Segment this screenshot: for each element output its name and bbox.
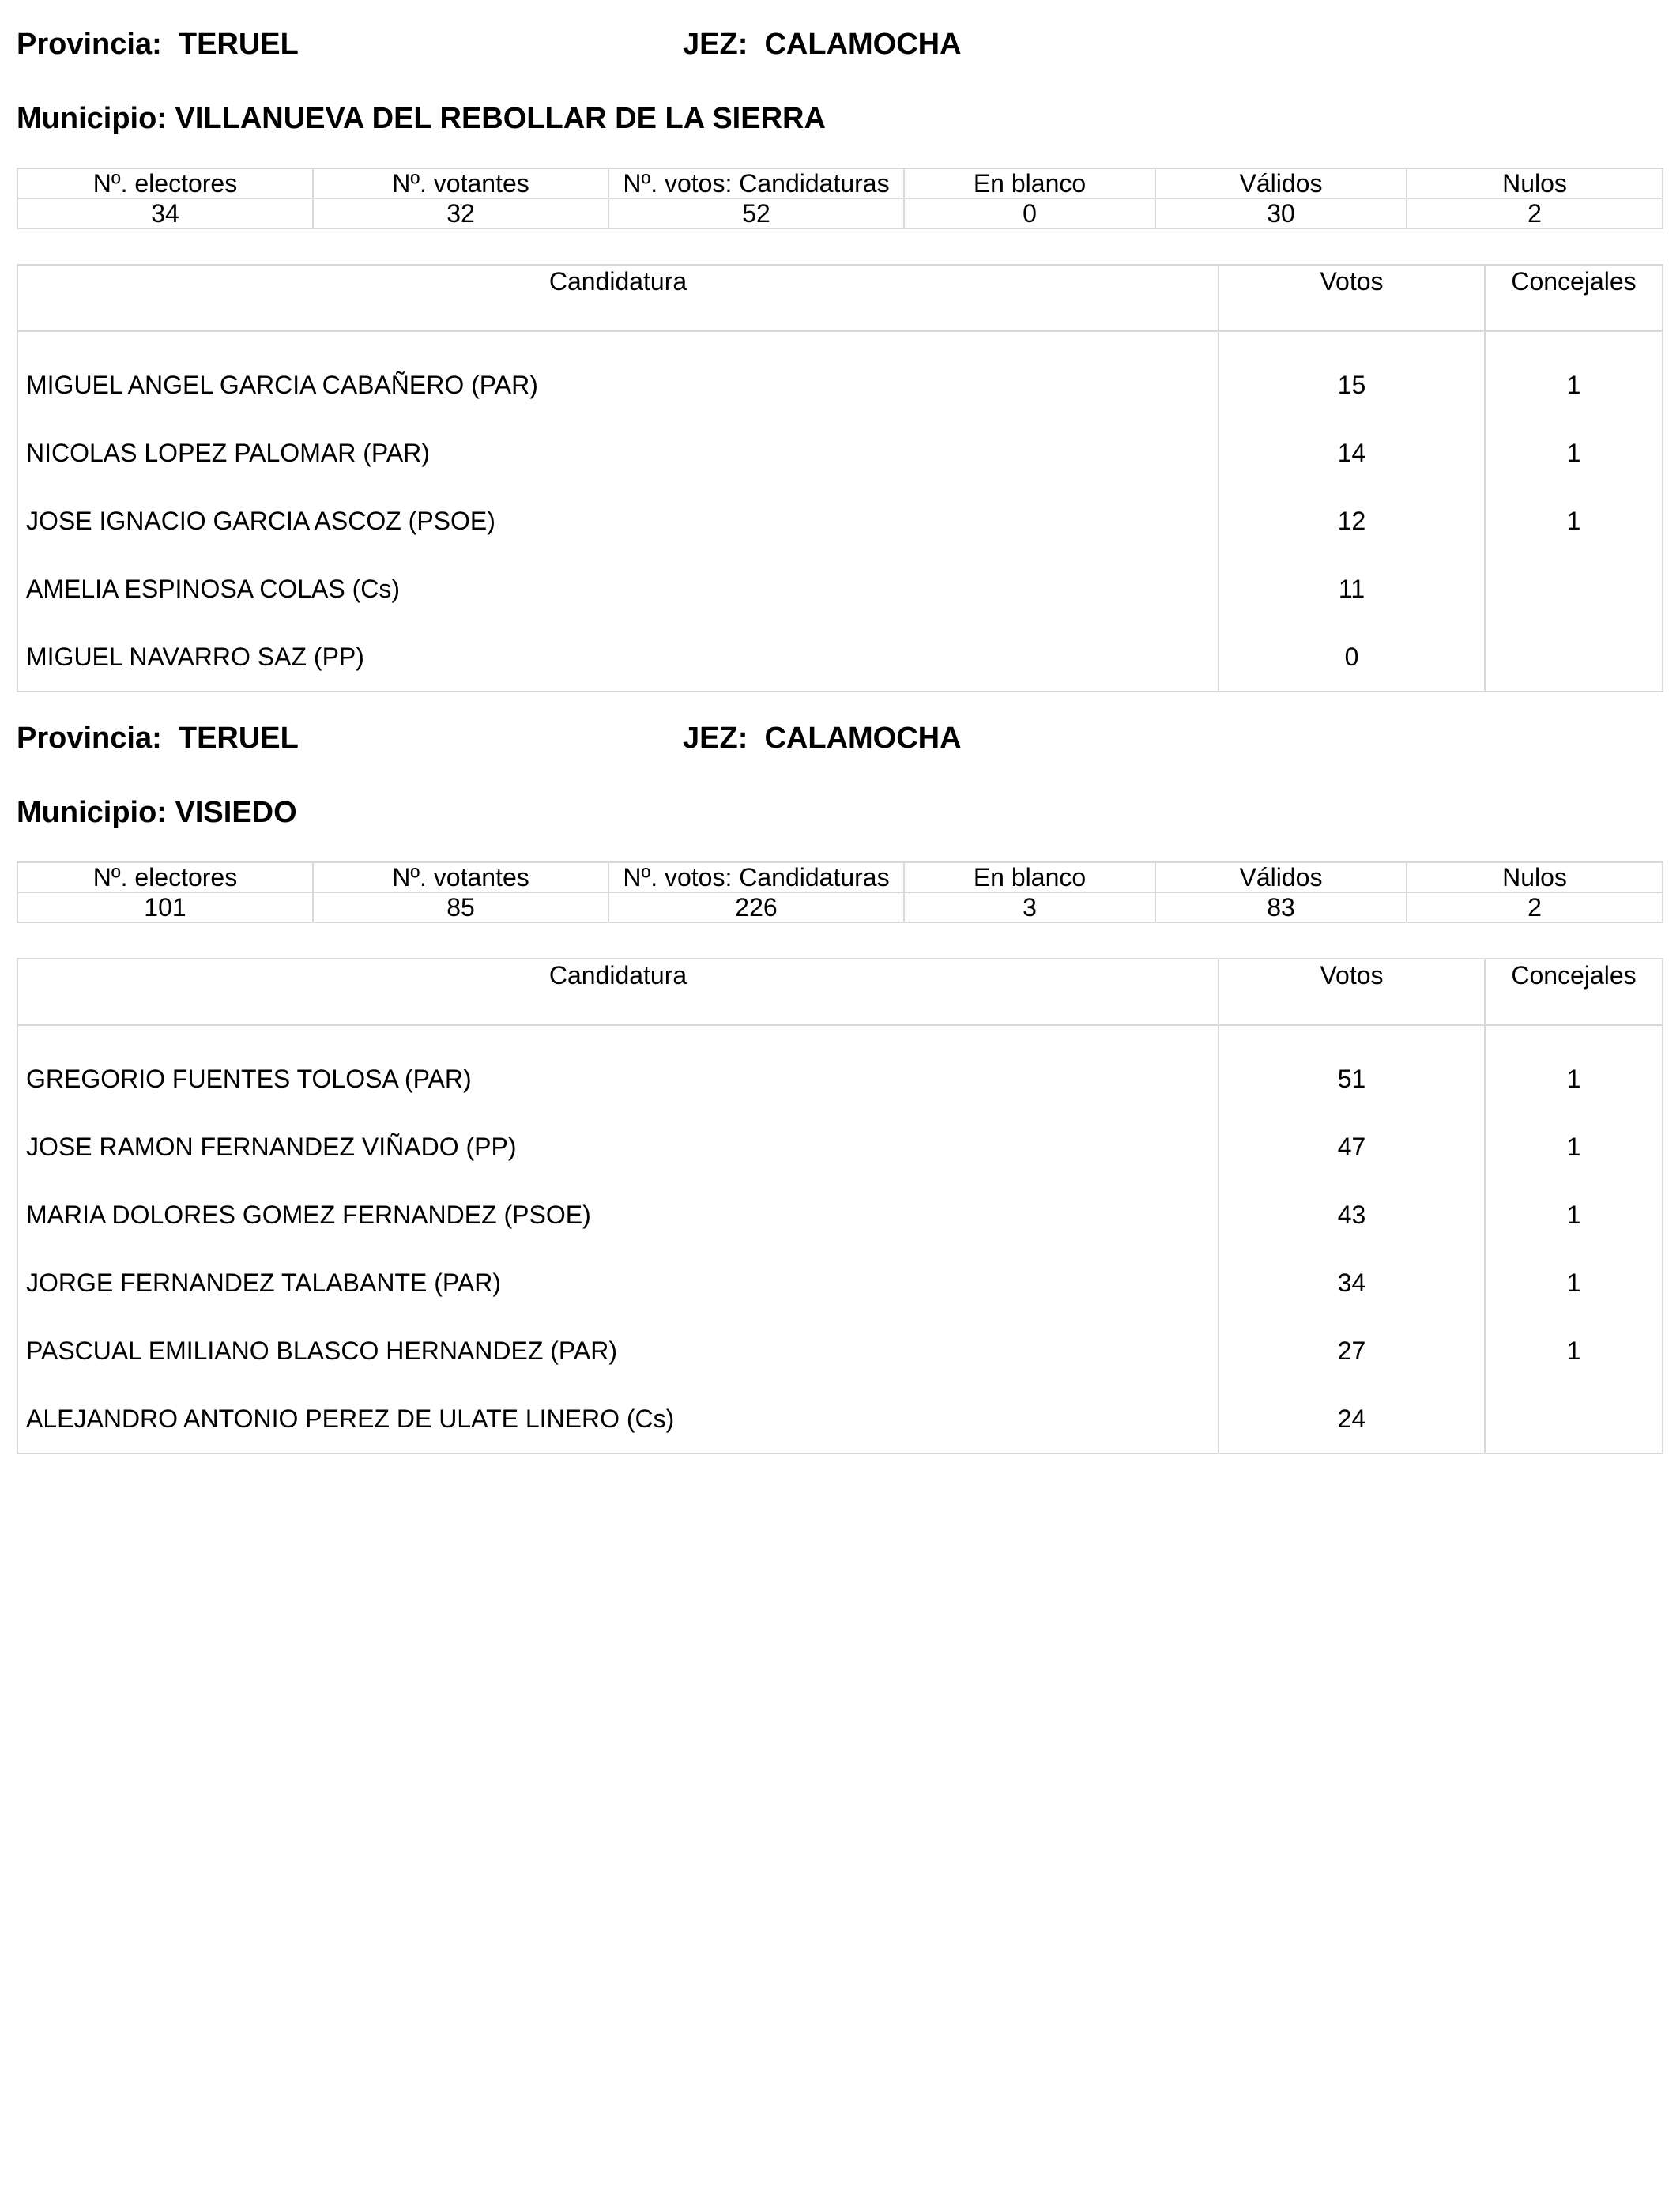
- candidate-name: PASCUAL EMILIANO BLASCO HERNANDEZ (PAR): [17, 1317, 1219, 1385]
- candidate-concejales: 1: [1485, 1025, 1663, 1113]
- candidate-concejales: 1: [1485, 1317, 1663, 1385]
- provincia-label: Provincia:: [17, 28, 162, 61]
- summary-header-cell: En blanco: [904, 168, 1155, 198]
- summary-header-cell: Nº. electores: [17, 862, 313, 892]
- summary-value-cell: 101: [17, 892, 313, 922]
- candidate-concejales: [1485, 623, 1663, 692]
- candidates-header-row: [17, 959, 1663, 1025]
- table-row: [17, 1113, 1663, 1181]
- table-row: [17, 555, 1663, 623]
- summary-header-cell: Nulos: [1407, 168, 1663, 198]
- provincia-heading: [17, 21, 299, 68]
- summary-value-cell: 3: [904, 892, 1155, 922]
- candidate-name: MIGUEL NAVARRO SAZ (PP): [17, 623, 1219, 692]
- candidate-votes: 27: [1219, 1317, 1485, 1385]
- votos-header: Votos: [1219, 959, 1485, 1025]
- candidates-table: [17, 264, 1663, 692]
- provincia-value: TERUEL: [178, 28, 299, 61]
- candidate-name: ALEJANDRO ANTONIO PEREZ DE ULATE LINERO (Cs): [17, 1385, 1219, 1453]
- candidate-concejales: [1485, 555, 1663, 623]
- table-row: [17, 1385, 1663, 1453]
- summary-value-cell: 2: [1407, 198, 1663, 228]
- summary-value-cell: 32: [313, 198, 608, 228]
- candidate-name: MARIA DOLORES GOMEZ FERNANDEZ (PSOE): [17, 1181, 1219, 1249]
- table-row: [17, 1181, 1663, 1249]
- candidate-concejales: 1: [1485, 1181, 1663, 1249]
- candidate-concejales: 1: [1485, 1249, 1663, 1317]
- candidate-name: JOSE IGNACIO GARCIA ASCOZ (PSOE): [17, 487, 1219, 555]
- candidatura-header: Candidatura: [17, 959, 1219, 1025]
- concejales-header: Concejales: [1485, 959, 1663, 1025]
- jez-value: CALAMOCHA: [764, 722, 962, 755]
- municipio-value: VILLANUEVA DEL REBOLLAR DE LA SIERRA: [175, 102, 826, 135]
- table-row: [17, 419, 1663, 487]
- candidate-name: JORGE FERNANDEZ TALABANTE (PAR): [17, 1249, 1219, 1317]
- municipio-heading: [17, 95, 1662, 142]
- summary-table: [17, 861, 1663, 923]
- provincia-label: Provincia:: [17, 722, 162, 755]
- table-row: [17, 623, 1663, 692]
- summary-table: [17, 168, 1663, 229]
- province-jez-header: [17, 714, 1662, 762]
- summary-header-cell: Nº. votantes: [313, 862, 608, 892]
- municipio-label: Municipio:: [17, 102, 167, 135]
- table-row: [17, 331, 1663, 419]
- province-jez-header: [17, 21, 1662, 68]
- municipality-section: [17, 21, 1662, 692]
- candidate-votes: 14: [1219, 419, 1485, 487]
- summary-header-row: [17, 168, 1663, 198]
- table-row: [17, 1249, 1663, 1317]
- summary-header-cell: Nº. votos: Candidaturas: [608, 862, 904, 892]
- candidate-name: MIGUEL ANGEL GARCIA CABAÑERO (PAR): [17, 331, 1219, 419]
- candidate-name: NICOLAS LOPEZ PALOMAR (PAR): [17, 419, 1219, 487]
- candidate-concejales: 1: [1485, 419, 1663, 487]
- provincia-value: TERUEL: [178, 722, 299, 755]
- table-row: [17, 487, 1663, 555]
- summary-value-cell: 30: [1155, 198, 1407, 228]
- summary-header-cell: Nº. votantes: [313, 168, 608, 198]
- candidates-table: [17, 958, 1663, 1454]
- municipio-value: VISIEDO: [175, 796, 297, 829]
- jez-heading: [683, 714, 962, 762]
- summary-value-cell: 2: [1407, 892, 1663, 922]
- summary-value-row: [17, 198, 1663, 228]
- jez-heading: [683, 21, 962, 68]
- candidate-votes: 51: [1219, 1025, 1485, 1113]
- table-row: [17, 1025, 1663, 1113]
- summary-value-cell: 226: [608, 892, 904, 922]
- candidate-votes: 24: [1219, 1385, 1485, 1453]
- jez-value: CALAMOCHA: [764, 28, 962, 61]
- candidate-votes: 11: [1219, 555, 1485, 623]
- candidate-votes: 43: [1219, 1181, 1485, 1249]
- concejales-header: Concejales: [1485, 265, 1663, 331]
- summary-header-cell: Nº. votos: Candidaturas: [608, 168, 904, 198]
- candidate-votes: 12: [1219, 487, 1485, 555]
- summary-header-cell: En blanco: [904, 862, 1155, 892]
- candidate-concejales: 1: [1485, 487, 1663, 555]
- candidate-votes: 34: [1219, 1249, 1485, 1317]
- municipality-section: [17, 714, 1662, 1454]
- candidate-votes: 47: [1219, 1113, 1485, 1181]
- candidate-concejales: [1485, 1385, 1663, 1453]
- summary-header-cell: Válidos: [1155, 168, 1407, 198]
- summary-header-cell: Nulos: [1407, 862, 1663, 892]
- candidate-name: JOSE RAMON FERNANDEZ VIÑADO (PP): [17, 1113, 1219, 1181]
- candidate-votes: 15: [1219, 331, 1485, 419]
- summary-header-row: [17, 862, 1663, 892]
- candidate-concejales: 1: [1485, 1113, 1663, 1181]
- provincia-heading: [17, 714, 299, 762]
- summary-value-cell: 83: [1155, 892, 1407, 922]
- candidates-header-row: [17, 265, 1663, 331]
- candidate-votes: 0: [1219, 623, 1485, 692]
- jez-label: JEZ:: [683, 28, 748, 61]
- summary-value-cell: 34: [17, 198, 313, 228]
- summary-value-cell: 0: [904, 198, 1155, 228]
- table-row: [17, 1317, 1663, 1385]
- votos-header: Votos: [1219, 265, 1485, 331]
- candidate-name: GREGORIO FUENTES TOLOSA (PAR): [17, 1025, 1219, 1113]
- candidate-concejales: 1: [1485, 331, 1663, 419]
- municipio-label: Municipio:: [17, 796, 167, 829]
- summary-header-cell: Nº. electores: [17, 168, 313, 198]
- summary-value-row: [17, 892, 1663, 922]
- candidate-name: AMELIA ESPINOSA COLAS (Cs): [17, 555, 1219, 623]
- summary-value-cell: 52: [608, 198, 904, 228]
- summary-header-cell: Válidos: [1155, 862, 1407, 892]
- municipio-heading: [17, 789, 1662, 836]
- summary-value-cell: 85: [313, 892, 608, 922]
- jez-label: JEZ:: [683, 722, 748, 755]
- candidatura-header: Candidatura: [17, 265, 1219, 331]
